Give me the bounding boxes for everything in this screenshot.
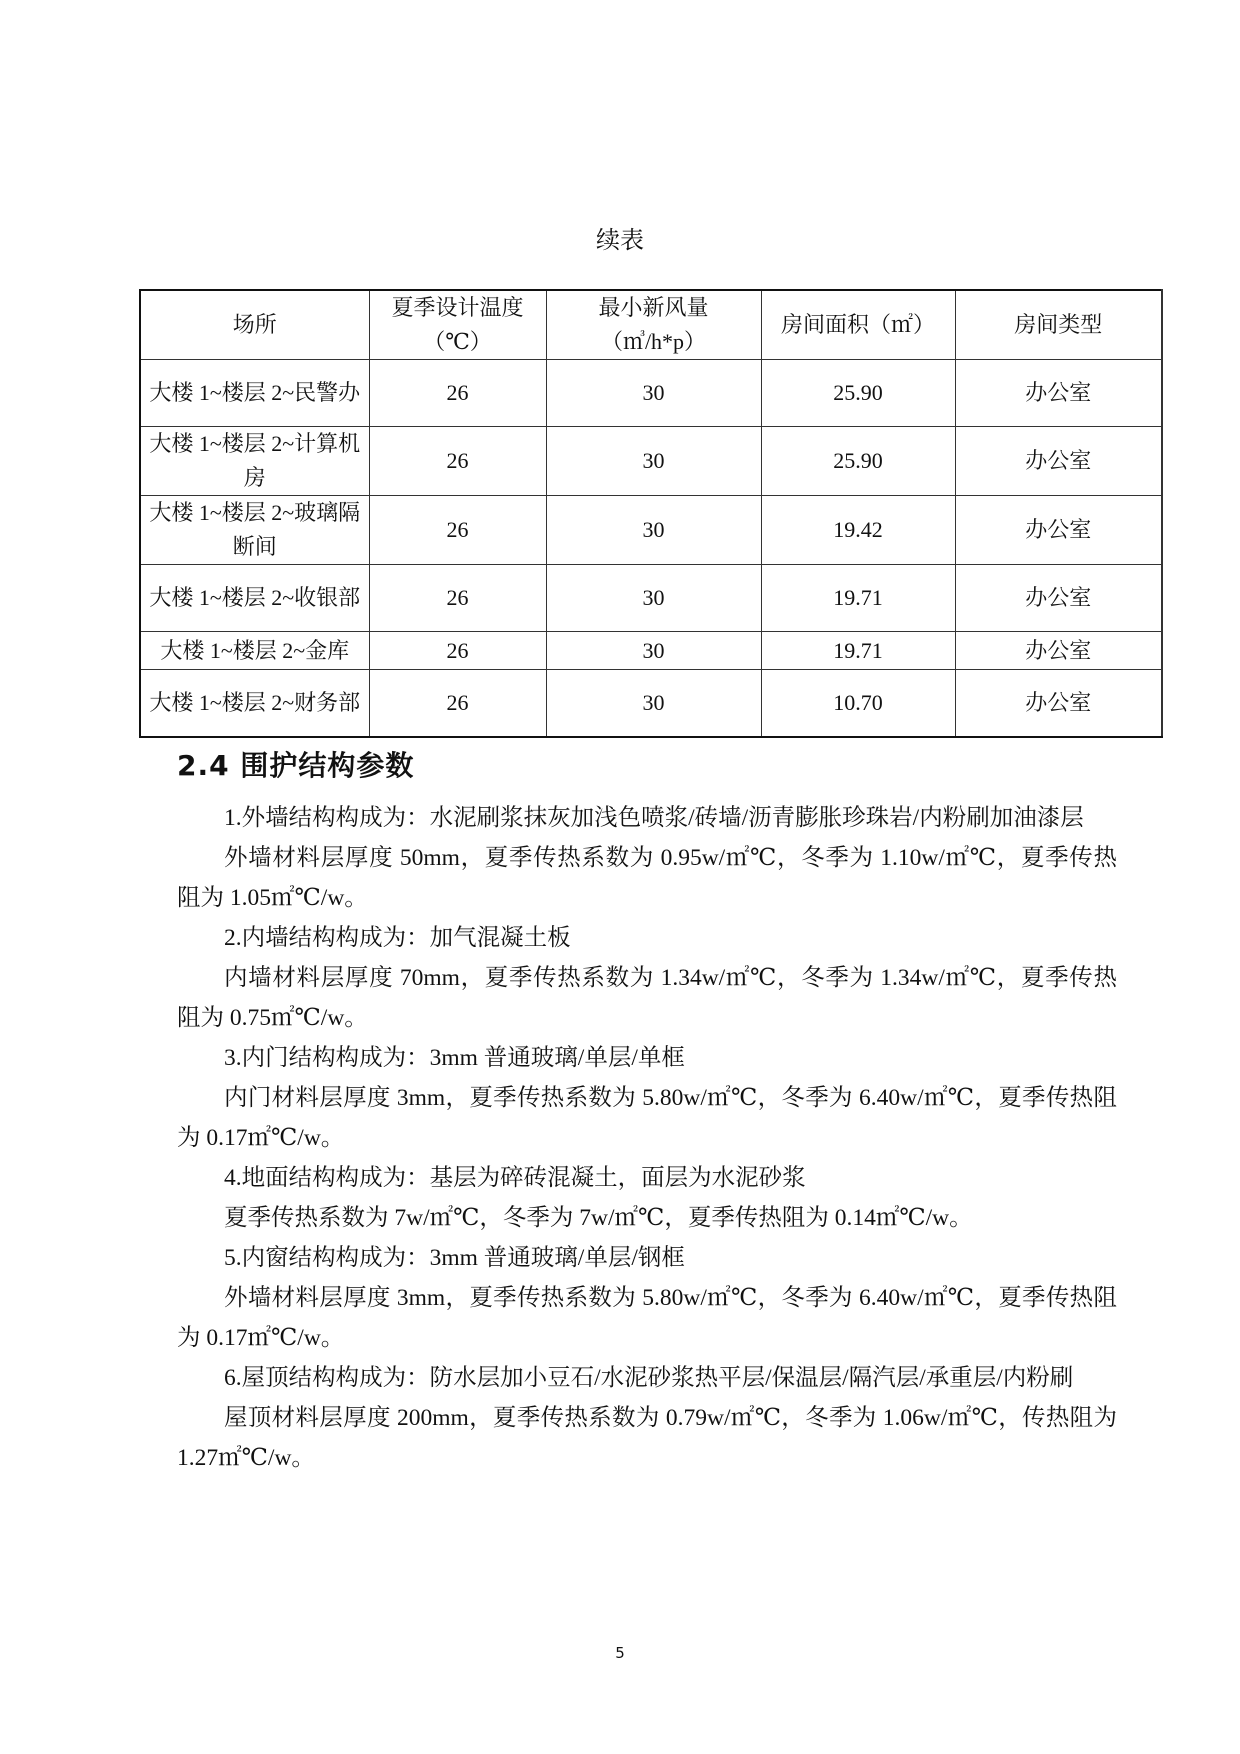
paragraph-floor-structure: 4.地面结构构成为：基层为碎砖混凝土，面层为水泥砂浆 [224, 1165, 806, 1191]
table-row [140, 670, 1162, 737]
paragraph-roof-structure: 6.屋顶结构构成为：防水层加小豆石/水泥砂浆热平层/保温层/隔汽层/承重层/内粉刷 [224, 1365, 1074, 1391]
cell-type: 办公室 [955, 632, 1162, 670]
cell-type: 办公室 [955, 670, 1162, 737]
paragraph-floor-params: 夏季传热系数为 7w/㎡℃，冬季为 7w/㎡℃，夏季传热阻为 0.14㎡℃/w。 [224, 1205, 973, 1231]
cell-temp: 26 [369, 496, 546, 565]
table-row [140, 427, 1162, 496]
section-body [177, 798, 1117, 1478]
paragraph-interior-window-params: 外墙材料层厚度 3mm，夏季传热系数为 5.80w/㎡℃，冬季为 6.40w/㎡℃，夏季传热阻为 0.17㎡℃/w。 [177, 1285, 1117, 1351]
cell-area: 25.90 [761, 427, 955, 496]
cell-area: 19.42 [761, 496, 955, 565]
paragraph-interior-window-structure: 5.内窗结构构成为：3mm 普通玻璃/单层/钢框 [224, 1245, 685, 1271]
cell-fresh-air: 30 [546, 565, 761, 632]
cell-fresh-air: 30 [546, 427, 761, 496]
header-summer-temp: 夏季设计温度 （℃） [369, 290, 546, 360]
cell-fresh-air: 30 [546, 632, 761, 670]
section-heading: 2.4 围护结构参数 [177, 749, 415, 782]
cell-fresh-air: 30 [546, 360, 761, 427]
room-parameters-table [139, 289, 1163, 738]
paragraph-interior-door-params: 内门材料层厚度 3mm，夏季传热系数为 5.80w/㎡℃，冬季为 6.40w/㎡℃，夏季传热阻为 0.17㎡℃/w。 [177, 1085, 1117, 1151]
table-caption: 续表 [596, 228, 644, 254]
header-place: 场所 [140, 290, 369, 360]
paragraph-interior-wall-params: 内墙材料层厚度 70mm，夏季传热系数为 1.34w/㎡℃，冬季为 1.34w/㎡℃，夏季传热阻为 0.75㎡℃/w。 [177, 965, 1117, 1031]
paragraph-roof-params: 屋顶材料层厚度 200mm，夏季传热系数为 0.79w/㎡℃，冬季为 1.06w/㎡℃，传热阻为 1.27㎡℃/w。 [177, 1405, 1117, 1471]
cell-temp: 26 [369, 632, 546, 670]
cell-temp: 26 [369, 565, 546, 632]
cell-place: 大楼 1~楼层 2~收银部 [140, 565, 369, 632]
paragraph-interior-wall-structure: 2.内墙结构构成为：加气混凝土板 [224, 925, 571, 951]
cell-area: 10.70 [761, 670, 955, 737]
cell-place: 大楼 1~楼层 2~财务部 [140, 670, 369, 737]
table-header-row [140, 290, 1162, 360]
cell-temp: 26 [369, 427, 546, 496]
cell-type: 办公室 [955, 360, 1162, 427]
cell-fresh-air: 30 [546, 496, 761, 565]
cell-type: 办公室 [955, 496, 1162, 565]
cell-temp: 26 [369, 670, 546, 737]
cell-place: 大楼 1~楼层 2~民警办 [140, 360, 369, 427]
cell-type: 办公室 [955, 565, 1162, 632]
page-number: 5 [615, 1644, 625, 1662]
cell-type: 办公室 [955, 427, 1162, 496]
table-row [140, 632, 1162, 670]
cell-area: 19.71 [761, 565, 955, 632]
cell-place: 大楼 1~楼层 2~玻璃隔断间 [140, 496, 369, 565]
table-row [140, 496, 1162, 565]
header-min-fresh-air: 最小新风量 （㎥/h*p） [546, 290, 761, 360]
cell-temp: 26 [369, 360, 546, 427]
paragraph-exterior-wall-structure: 1.外墙结构构成为：水泥刷浆抹灰加浅色喷浆/砖墙/沥青膨胀珍珠岩/内粉刷加油漆层 [224, 805, 1084, 831]
paragraph-interior-door-structure: 3.内门结构构成为：3mm 普通玻璃/单层/单框 [224, 1045, 685, 1071]
paragraph-exterior-wall-params: 外墙材料层厚度 50mm，夏季传热系数为 0.95w/㎡℃，冬季为 1.10w/㎡℃，夏季传热阻为 1.05㎡℃/w。 [177, 845, 1117, 911]
cell-place: 大楼 1~楼层 2~金库 [140, 632, 369, 670]
cell-place: 大楼 1~楼层 2~计算机房 [140, 427, 369, 496]
table-row [140, 360, 1162, 427]
cell-area: 19.71 [761, 632, 955, 670]
cell-area: 25.90 [761, 360, 955, 427]
header-room-type: 房间类型 [955, 290, 1162, 360]
cell-fresh-air: 30 [546, 670, 761, 737]
table-row [140, 565, 1162, 632]
header-room-area: 房间面积（㎡） [761, 290, 955, 360]
